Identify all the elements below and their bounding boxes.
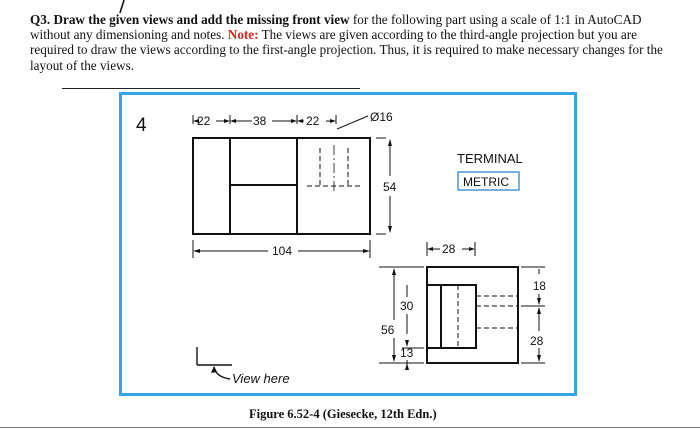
question-number: Q3. xyxy=(30,12,51,27)
top-dimension-row xyxy=(193,115,368,129)
dim-diameter: Ø16 xyxy=(370,110,393,124)
question-body-1: for the following part using a scale of 1:1 in AutoCAD without any dimensioning and notes. xyxy=(30,12,642,43)
page-bottom-rule xyxy=(0,427,700,428)
dim-54: 54 xyxy=(383,180,397,194)
dim-18: 18 xyxy=(533,281,546,293)
question-body-2: The views are given according to the third-angle projection but you are required to draw the views according to the first-angle projection. Thus, it is required to make necessary changes for the layout of the views. xyxy=(30,27,663,73)
part-title: TERMINAL xyxy=(457,151,523,166)
problem-number: 4 xyxy=(136,115,147,136)
dim-104: 104 xyxy=(272,244,293,258)
dim-28: 28 xyxy=(442,242,456,256)
dim-13: 13 xyxy=(400,346,414,360)
metric-badge: METRIC xyxy=(463,175,509,189)
dim-22-left: 22 xyxy=(197,114,211,128)
view-here-arrow xyxy=(211,366,217,373)
view-here-label: View here xyxy=(232,371,290,386)
view-here-leader xyxy=(197,347,232,379)
dim-22-right: 22 xyxy=(306,114,320,128)
dim-30: 30 xyxy=(400,299,414,313)
figure-caption: Figure 6.52-4 (Giesecke, 12th Edn.) xyxy=(249,407,437,421)
dim-38: 38 xyxy=(253,114,267,128)
question-intro: Draw the given views and add the missing front view xyxy=(53,12,350,27)
note-label: Note: xyxy=(227,27,259,43)
dim-28-right: 28 xyxy=(530,334,544,348)
top-view-hidden-lines xyxy=(307,148,362,186)
side-view-hidden-lines xyxy=(458,285,518,348)
side-view xyxy=(427,267,518,363)
dim-56: 56 xyxy=(381,323,395,337)
